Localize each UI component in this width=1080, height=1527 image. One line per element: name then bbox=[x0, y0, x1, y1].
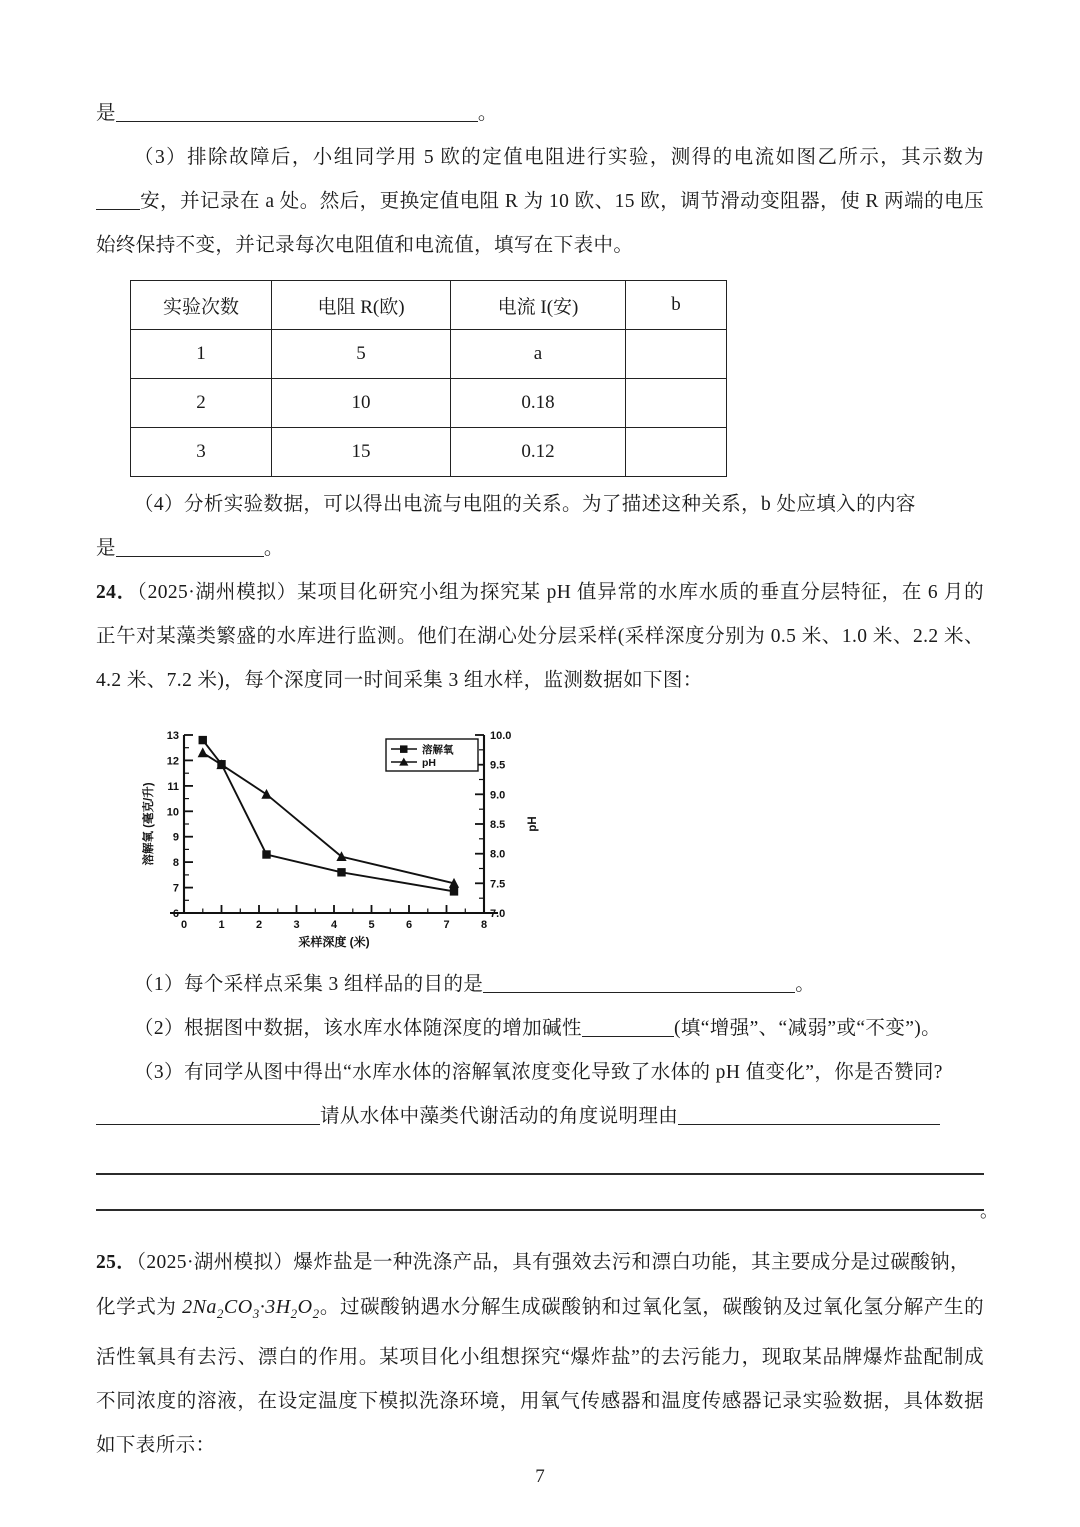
answer-blank[interactable] bbox=[582, 1016, 674, 1037]
q25-text-1: 爆炸盐是一种洗涤产品，具有强效去污和漂白功能，其主要成分是过碳酸钠， bbox=[293, 1252, 970, 1273]
formula-sub-c: 2 bbox=[290, 1306, 298, 1321]
answer-rule-row bbox=[96, 1201, 998, 1221]
square-marker-icon bbox=[400, 745, 408, 753]
experiment-table bbox=[130, 280, 727, 477]
period: 。 bbox=[980, 1201, 998, 1221]
q24-sub1-text: （1）每个采样点采集 3 组样品的目的是 bbox=[134, 974, 484, 995]
svg-text:12: 12 bbox=[166, 755, 179, 768]
triangle-marker-icon bbox=[198, 747, 208, 757]
page-number: 7 bbox=[535, 1466, 545, 1487]
formula-dot: · bbox=[259, 1296, 266, 1318]
table-cell: a bbox=[451, 330, 626, 379]
chart-ylabel: 溶解氧 (毫克/升) bbox=[143, 782, 155, 866]
answer-rule[interactable] bbox=[96, 1173, 984, 1175]
svg-text:8: 8 bbox=[480, 919, 488, 931]
period: 。 bbox=[795, 974, 816, 995]
table-cell[interactable] bbox=[626, 428, 727, 477]
q24-source: （2025·湖州模拟） bbox=[137, 582, 298, 603]
legend-label-do: 溶解氧 bbox=[422, 744, 454, 756]
table-header-cell: 电阻 R(欧) bbox=[272, 281, 451, 330]
square-marker-icon bbox=[337, 868, 345, 876]
q25-number: 25． bbox=[96, 1252, 137, 1273]
q25-formula-lead: 化学式为 bbox=[96, 1297, 177, 1318]
right-axis-tick-labels bbox=[490, 730, 511, 920]
table-row bbox=[131, 330, 727, 379]
table-cell: 0.18 bbox=[451, 379, 626, 428]
chart-y2label: pH bbox=[527, 816, 539, 832]
svg-text:13: 13 bbox=[166, 730, 179, 742]
svg-text:1: 1 bbox=[218, 919, 225, 931]
table-cell[interactable] bbox=[626, 379, 727, 428]
formula-sub-a: 2 bbox=[216, 1306, 224, 1321]
q23-part4-text bbox=[96, 483, 984, 527]
svg-text:9.5: 9.5 bbox=[490, 759, 506, 772]
svg-text:10.0: 10.0 bbox=[490, 730, 512, 742]
q24-sub1 bbox=[96, 963, 984, 1007]
chart-xlabel: 采样深度 (米) bbox=[298, 935, 370, 949]
svg-text:7: 7 bbox=[172, 882, 179, 895]
q24-stem bbox=[96, 571, 984, 703]
q23-part3-lead: （3）排除故障后，小组同学用 5 欧的定值电阻进行实验，测得的电流如图乙所示，其示数为 bbox=[134, 147, 984, 168]
table-header-row bbox=[131, 281, 727, 330]
table-header-cell: b bbox=[626, 281, 727, 330]
svg-text:9: 9 bbox=[172, 831, 179, 844]
period: 。 bbox=[477, 103, 498, 124]
triangle-marker-icon bbox=[261, 789, 271, 799]
q23-answer-line-shi bbox=[96, 92, 984, 136]
svg-text:2: 2 bbox=[255, 919, 263, 931]
svg-text:6: 6 bbox=[405, 919, 413, 931]
square-marker-icon bbox=[450, 887, 458, 895]
shi-label: 是 bbox=[96, 538, 116, 559]
chart-legend bbox=[386, 739, 478, 771]
formula-part-c: 3H bbox=[265, 1296, 291, 1318]
answer-blank[interactable] bbox=[116, 536, 264, 557]
q24-sub3-mid: 请从水体中藻类代谢活动的角度说明理由 bbox=[320, 1106, 679, 1127]
q25-stem-line1 bbox=[96, 1241, 984, 1285]
table-cell: 1 bbox=[131, 330, 272, 379]
table-header-cell: 电流 I(安) bbox=[451, 281, 626, 330]
answer-blank[interactable] bbox=[678, 1104, 940, 1125]
left-axis-tick-labels bbox=[167, 730, 179, 920]
svg-text:5: 5 bbox=[368, 919, 375, 931]
svg-text:8.0: 8.0 bbox=[490, 848, 506, 861]
shi-label: 是 bbox=[96, 103, 116, 124]
answer-blank[interactable] bbox=[96, 1104, 320, 1125]
q25-source: （2025·湖州模拟） bbox=[136, 1252, 294, 1273]
chart-line-ph bbox=[203, 753, 454, 884]
svg-text:0: 0 bbox=[180, 919, 188, 931]
table-cell: 0.12 bbox=[451, 428, 626, 477]
period: 。 bbox=[263, 538, 284, 559]
q24-sub2 bbox=[96, 1007, 984, 1051]
x-axis-tick-labels bbox=[181, 919, 487, 931]
chemical-formula bbox=[182, 1296, 320, 1321]
table-cell: 3 bbox=[131, 428, 272, 477]
svg-text:6: 6 bbox=[172, 908, 179, 920]
answer-blank[interactable] bbox=[116, 101, 478, 122]
svg-text:3: 3 bbox=[293, 919, 300, 931]
formula-part-a: 2Na bbox=[182, 1296, 217, 1318]
table-cell: 5 bbox=[272, 330, 451, 379]
q23-part3-cont: 安，并记录在 a 处。然后，更换定值电阻 R 为 10 欧、15 欧，调节滑动变阻器，使 R 两端的电压始终保持不变，并记录每次电阻值和电流值，填写在下表中。 bbox=[96, 191, 984, 256]
svg-text:8: 8 bbox=[172, 857, 179, 870]
experiment-table-wrapper bbox=[130, 280, 984, 477]
q23-part4-answer-line bbox=[96, 527, 984, 571]
formula-sub-d: 2 bbox=[312, 1306, 320, 1321]
square-marker-icon bbox=[199, 736, 207, 744]
q24-sub3 bbox=[96, 1051, 984, 1095]
answer-blank[interactable] bbox=[483, 972, 795, 993]
svg-text:4: 4 bbox=[330, 919, 338, 931]
q24-sub3-answer-row bbox=[96, 1095, 984, 1139]
q25-stem-line2 bbox=[96, 1285, 984, 1468]
svg-text:11: 11 bbox=[167, 780, 179, 793]
page-content bbox=[96, 92, 998, 1468]
q23-part3-text bbox=[96, 136, 984, 268]
table-cell: 10 bbox=[272, 379, 451, 428]
legend-label-ph: pH bbox=[422, 757, 436, 769]
svg-text:7.5: 7.5 bbox=[490, 878, 506, 891]
q23-part4-lead: （4）分析实验数据，可以得出电流与电阻的关系。为了描述这种关系，b 处应填入的内容 bbox=[134, 494, 916, 515]
x-axis-ticks bbox=[184, 905, 484, 913]
q24-sub2-text: （2）根据图中数据，该水库水体随深度的增加碱性 bbox=[134, 1018, 582, 1039]
table-cell[interactable] bbox=[626, 330, 727, 379]
formula-part-d: O bbox=[297, 1296, 313, 1318]
table-row bbox=[131, 428, 727, 477]
table-cell: 15 bbox=[272, 428, 451, 477]
square-marker-icon bbox=[262, 850, 270, 858]
chart-svg bbox=[132, 717, 552, 953]
formula-sub-b: 3 bbox=[252, 1306, 260, 1321]
q24-sub2-hint: (填“增强”、“减弱”或“不变”)。 bbox=[673, 1018, 942, 1039]
svg-text:9.0: 9.0 bbox=[490, 789, 506, 802]
q24-stem-text: 某项目化研究小组为探究某 pH 值异常的水库水质的垂直分层特征，在 6 月的正午对某藻类繁盛的水库进行监测。他们在湖心处分层采样(采样深度分别为 0.5 米、1.0 米、2.2 米、4.2 米、7.2 米)，每个深度同一时间采集 3 组水样，监测数据如下图： bbox=[96, 582, 984, 691]
q24-sub3-text: （3）有同学从图中得出“水库水体的溶解氧浓度变化导致了水体的 pH 值变化”，你是否赞同? bbox=[134, 1062, 943, 1083]
svg-text:7: 7 bbox=[443, 919, 450, 931]
formula-part-b: CO bbox=[223, 1296, 253, 1318]
answer-rule[interactable] bbox=[96, 1209, 984, 1211]
q25-text-2: 。过碳酸钠遇水分解生成碳酸钠和过氧化氢，碳酸钠及过氧化氢分解产生的活性氧具有去污、漂白的作用。某项目化小组想探究“爆炸盐”的去污能力，现取某品牌爆炸盐配制成不同浓度的溶液，在设定温度下模拟洗涤环境，用氧气传感器和温度传感器记录实验数据，具体数据如下表所示： bbox=[96, 1297, 985, 1456]
water-quality-chart bbox=[132, 717, 552, 953]
table-cell: 2 bbox=[131, 379, 272, 428]
svg-text:8.5: 8.5 bbox=[490, 819, 506, 831]
svg-text:10: 10 bbox=[166, 806, 179, 819]
svg-text:7.0: 7.0 bbox=[490, 908, 506, 920]
answer-blank[interactable] bbox=[96, 189, 140, 210]
table-row bbox=[131, 379, 727, 428]
table-header-cell: 实验次数 bbox=[131, 281, 272, 330]
q24-number: 24． bbox=[96, 582, 138, 603]
